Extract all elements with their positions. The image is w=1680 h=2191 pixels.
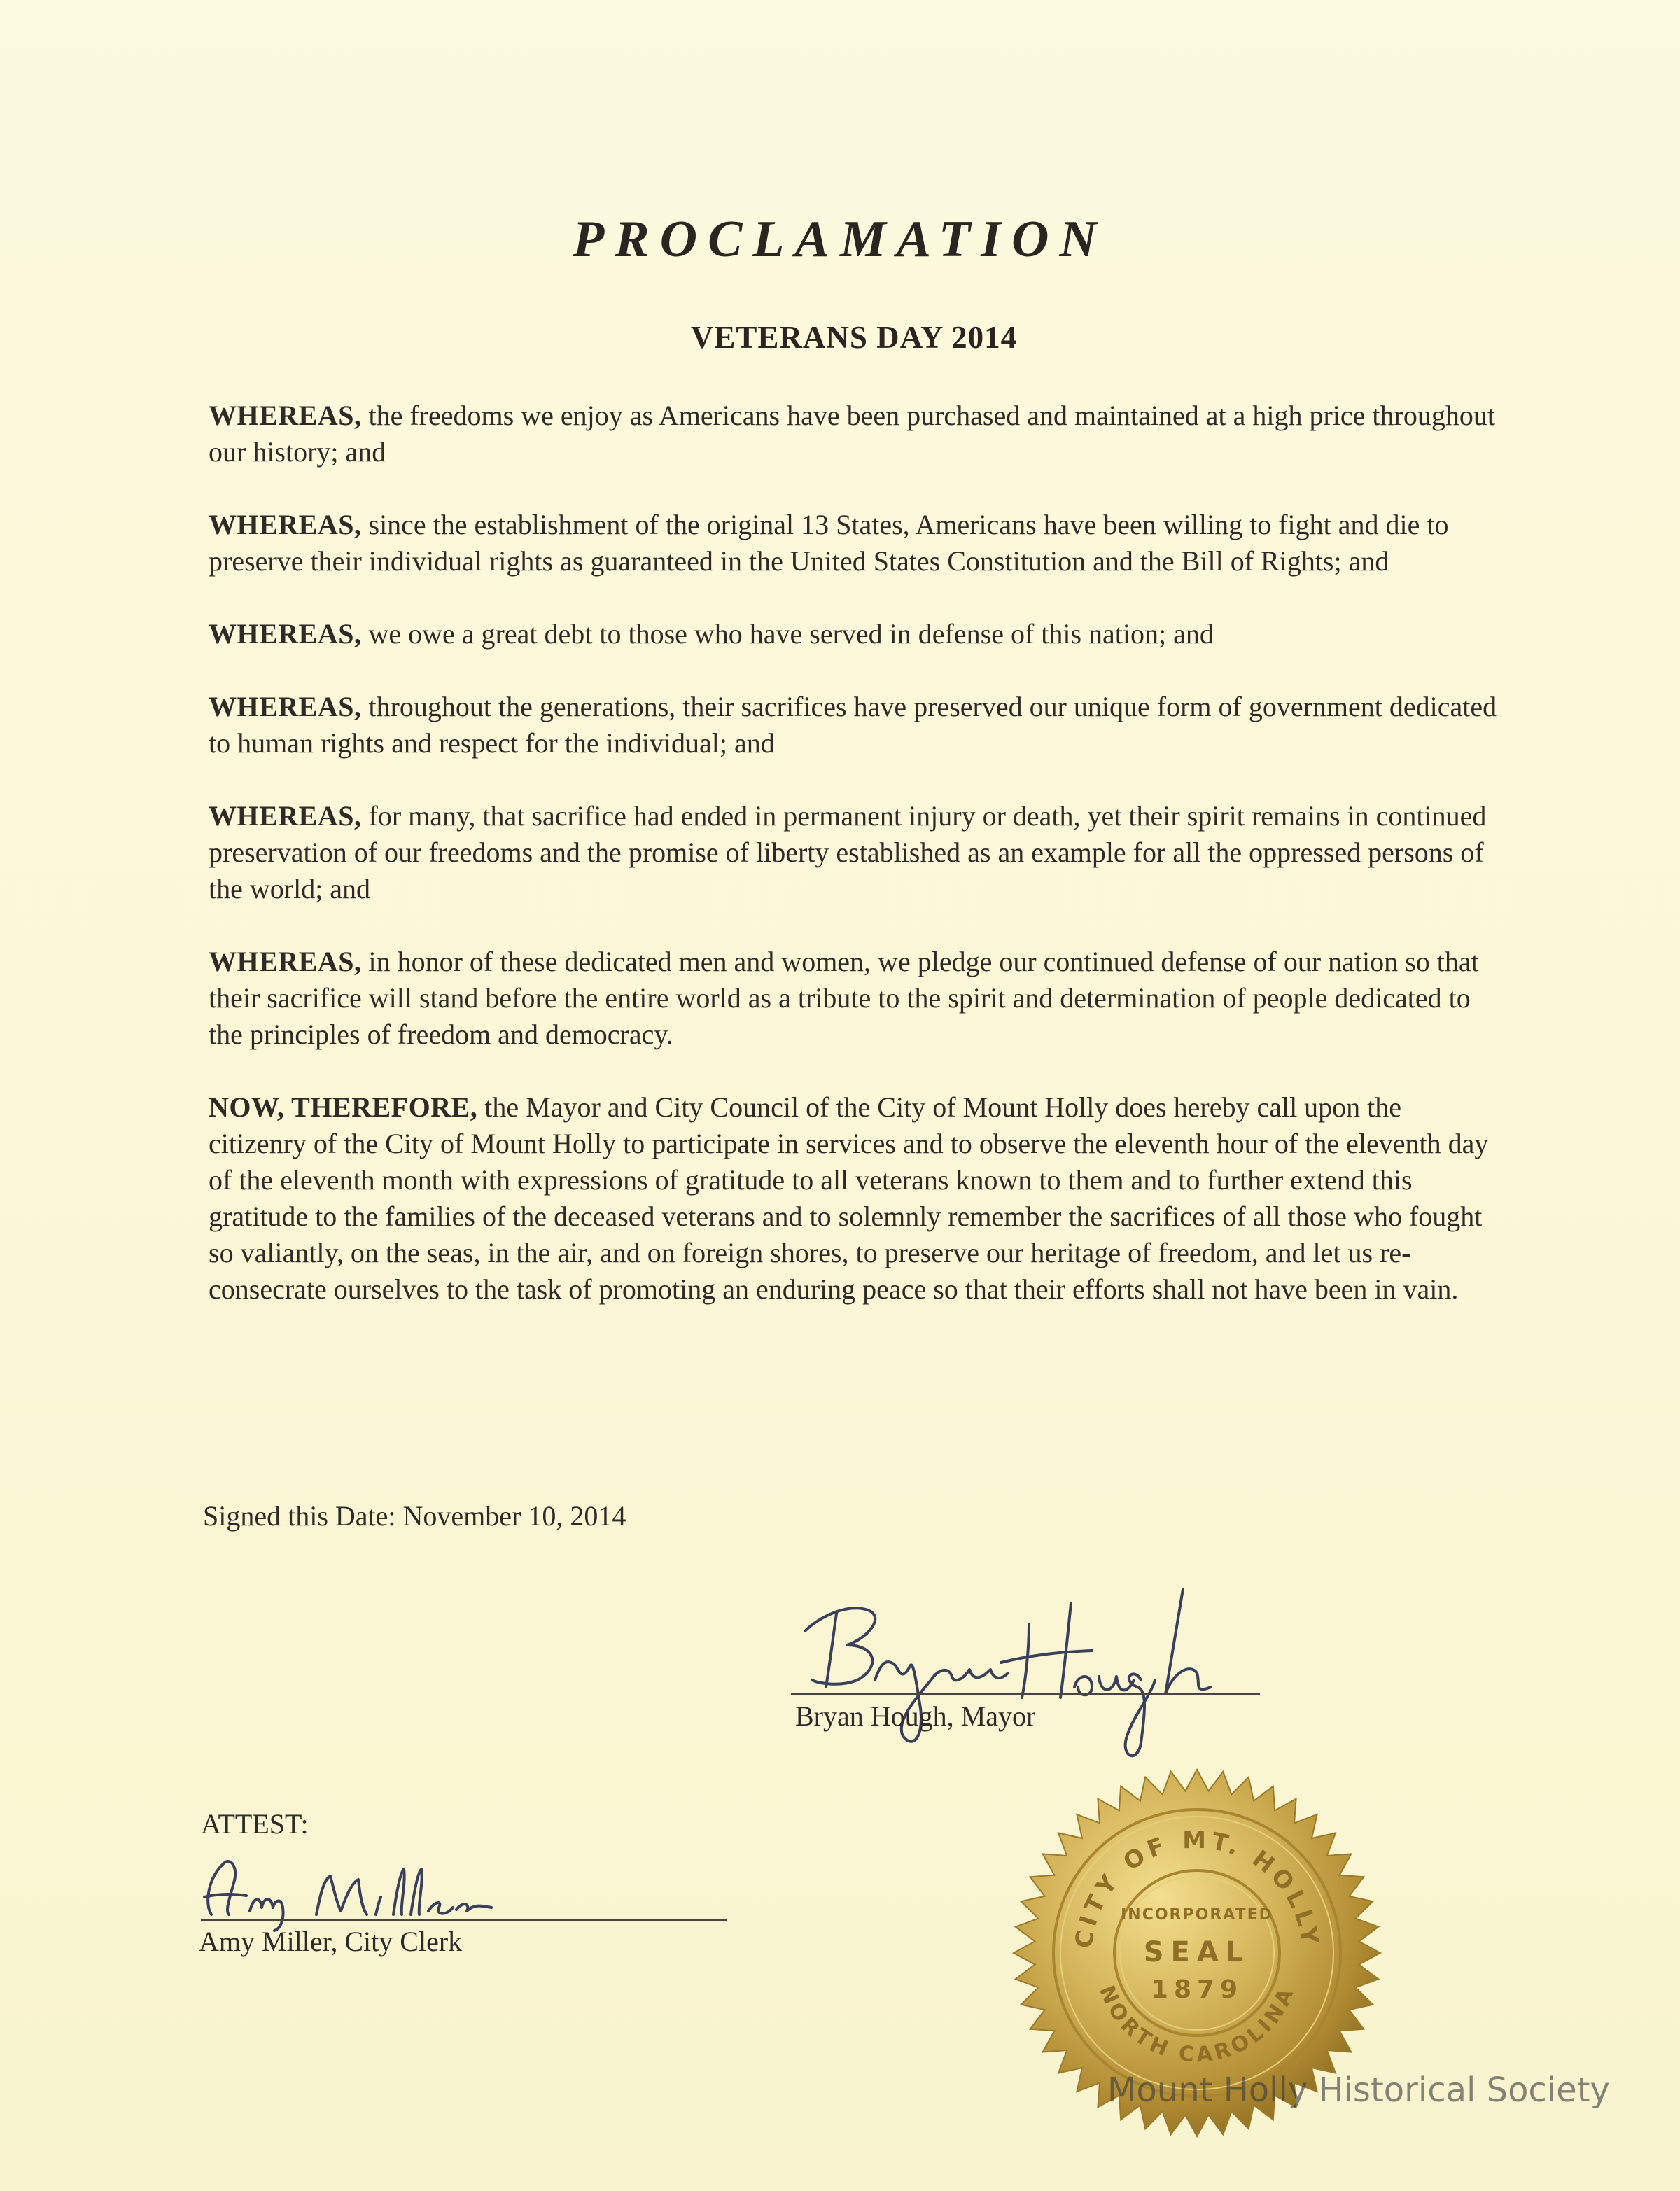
paragraph-text: since the establishment of the original 13 States, Americans have been willing to fight and die to preserve their individual rights as guaranteed in the United States Constitution and the Bill of Rights; and [209,509,1449,577]
attest-label: ATTEST: [201,1808,309,1840]
seal-inner-year: 1879 [1150,1975,1244,2004]
paragraph-lead: WHEREAS, [209,800,362,832]
signed-date: Signed this Date: November 10, 2014 [203,1500,626,1532]
seal-bottom-text: NORTH CAROLINA [1093,1982,1300,2068]
paragraph-text: the Mayor and City Council of the City of Mount Holly does hereby call upon the citizenry of the City of Mount Holly to participate in services and to observe the eleventh hour of the eleventh day of the eleventh month with expressions of gratitude to all veterans known to them and to further extend this gratitude to the families of the deceased veterans and to solemnly remember the sacrifices of all those who fought so valiantly, on the seas, in the air, and on foreign shores, to preserve our heritage of freedom, and let us re-consecrate ourselves to the task of promoting an enduring peace so that their efforts shall not have been in vain. [209,1091,1489,1305]
paragraph-text: throughout the generations, their sacrifices have preserved our unique form of government dedicated to human rights and respect for the individual; and [209,691,1497,759]
proclamation-body [209,398,1504,1344]
paragraph-lead: WHEREAS, [209,691,362,722]
whereas-paragraph-2 [209,507,1504,580]
paragraph-lead: WHEREAS, [209,946,362,977]
paragraph-text: the freedoms we enjoy as Americans have been purchased and maintained at a high price throughout our history; and [209,400,1495,468]
now-therefore-paragraph [209,1089,1504,1308]
whereas-paragraph-4 [209,689,1504,762]
paragraph-lead: WHEREAS, [209,509,362,540]
mayor-caption: Bryan Hough, Mayor [795,1700,1036,1732]
paragraph-text: for many, that sacrifice had ended in permanent injury or death, yet their spirit remains in continued preservation of our freedoms and the promise of liberty established as an example for all the oppressed persons of the world; and [209,800,1487,904]
seal-outer-text: CITY OF MT. HOLLY [1070,1826,1324,1950]
clerk-caption: Amy Miller, City Clerk [199,1926,463,1957]
seal-inner-top: INCORPORATED [1121,1906,1273,1924]
whereas-paragraph-6 [209,944,1504,1053]
document-title: PROCLAMATION [573,211,1107,268]
clerk-signature [183,1841,519,1932]
paragraph-lead: NOW, THEREFORE, [209,1091,478,1123]
mayor-signature-line [791,1693,1260,1695]
clerk-signature-line [201,1919,727,1921]
watermark: Mount Holly Historical Society [1107,2071,1610,2110]
mayor-signature [791,1575,1267,1764]
whereas-paragraph-1 [209,398,1504,470]
seal-inner-middle: SEAL [1143,1936,1251,1968]
paragraph-lead: WHEREAS, [209,618,362,650]
whereas-paragraph-3 [209,616,1504,652]
whereas-paragraph-5 [209,798,1504,907]
paragraph-text: in honor of these dedicated men and women, we pledge our continued defense of our nation so that their sacrifice will stand before the entire world as a tribute to the spirit and determination of people dedicated to the principles of freedom and democracy. [209,946,1479,1050]
paragraph-lead: WHEREAS, [209,400,362,431]
paragraph-text: we owe a great debt to those who have served in defense of this nation; and [361,618,1214,650]
document-subtitle: VETERANS DAY 2014 [690,320,1018,355]
